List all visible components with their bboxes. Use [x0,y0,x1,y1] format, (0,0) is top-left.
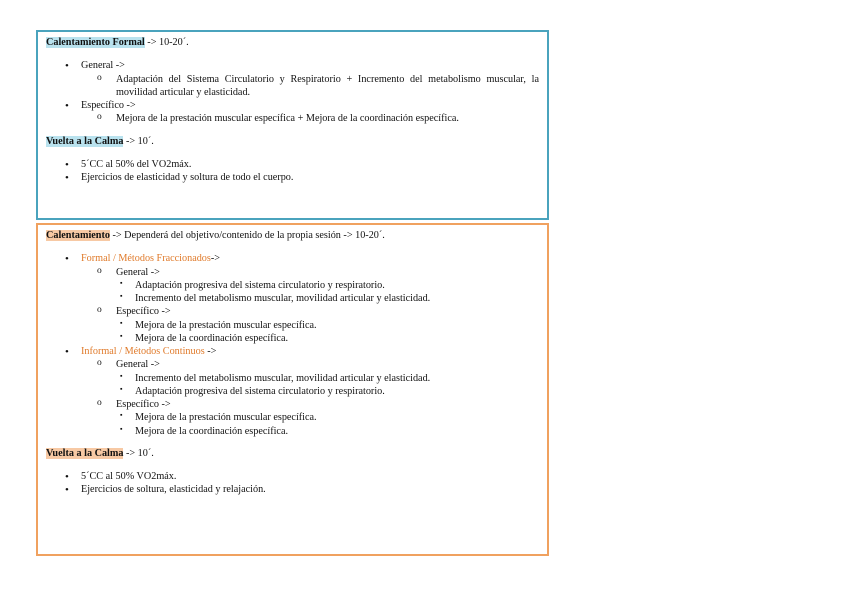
bullet-icon: • [65,100,69,112]
list-item-label: Mejora de la coordinación específica. [135,332,289,344]
list-item [46,345,541,358]
list-item [46,112,541,125]
circle-bullet-icon: o [97,112,102,123]
heading-duration: -> Dependerá del objetivo/contenido de la propia sesión -> 10-20´. [109,230,385,241]
list-item [46,470,541,483]
list-item [46,319,541,332]
list-item-label: Específico -> [116,306,171,318]
bullet-icon: • [65,172,69,184]
list-item-label: Adaptación progresiva del sistema circulatorio y respiratorio. [135,279,385,291]
list-item-label: 5´CC al 50% del VO2máx. [81,158,192,170]
list-item [46,99,541,112]
cooldown-list [46,470,541,497]
list-item-label: General -> [116,359,160,371]
list-item-label: Adaptación progresiva del sistema circulatorio y respiratorio. [135,385,385,397]
list-item-label: General -> [116,266,160,278]
warmup-list [46,59,541,125]
circle-bullet-icon: o [97,265,102,276]
list-item-label: Mejora de la coordinación específica. [135,425,289,437]
circle-bullet-icon: o [97,398,102,408]
square-bullet-icon: ▪ [120,278,123,287]
bullet-icon: • [65,484,69,497]
bullet-icon: • [65,253,69,266]
bullet-icon: • [65,60,69,73]
square-bullet-icon: ▪ [120,318,123,327]
circle-bullet-icon: o [97,72,102,83]
list-item-label: Mejora de la prestación muscular específica. [135,319,317,331]
circle-bullet-icon: o [97,358,102,369]
square-bullet-icon: ▪ [120,331,123,340]
list-item-label: Específico -> [116,399,171,410]
list-item-label: Específico -> [81,100,136,111]
list-item [46,266,541,279]
heading-highlight: Calentamiento [46,230,110,241]
heading-duration: -> 10´. [123,447,154,459]
heading-highlight: Calentamiento Formal [46,37,145,48]
square-bullet-icon: ▪ [120,384,123,393]
list-item [46,59,541,72]
list-item-label: General -> [81,60,125,72]
list-item [46,252,541,265]
list-item [46,332,541,345]
square-bullet-icon: ▪ [120,371,123,380]
heading-duration: -> 10´. [123,135,154,147]
square-bullet-icon: ▪ [120,424,123,433]
square-bullet-icon: ▪ [120,292,123,300]
heading-highlight: Vuelta a la Calma [46,447,124,459]
list-item-label: Adaptación del Sistema Circulatorio y Respiratorio + Incremento del metabolismo muscular, la movilidad articular y elasticidad. [116,73,539,98]
section-heading [46,447,541,460]
list-item [46,385,541,398]
list-item-label: Mejora de la prestación muscular específica + Mejora de la coordinación específica. [116,113,459,125]
section-heading [46,36,541,49]
list-item [46,483,541,496]
list-item-label: Mejora de la prestación muscular específica. [135,412,317,424]
list-item [46,358,541,371]
methods-list [46,252,541,438]
list-item-label: Ejercicios de elasticidad y soltura de todo el cuerpo. [81,172,294,183]
list-item-label: Incremento del metabolismo muscular, movilidad articular y elasticidad. [135,293,431,304]
method-label: Informal / Métodos Continuos [81,346,205,357]
cooldown-list [46,158,541,185]
method-label: Formal / Métodos Fraccionados [81,253,211,265]
list-item-label: Ejercicios de soltura, elasticidad y relajación. [81,484,266,496]
list-item [46,411,541,424]
list-item [46,372,541,385]
list-item [46,398,541,411]
bullet-icon: • [65,158,69,171]
list-item [46,158,541,171]
formal-warmup-box [36,30,549,220]
list-item [46,292,541,305]
section-heading [46,135,541,148]
arrow-text: -> [210,253,221,265]
list-item [46,73,541,100]
bullet-icon: • [65,471,69,483]
list-item [46,171,541,184]
square-bullet-icon: ▪ [120,411,123,420]
list-item [46,425,541,438]
warmup-methods-box [36,223,549,556]
list-item-label: 5´CC al 50% VO2máx. [81,471,177,482]
bullet-icon: • [65,346,69,358]
list-item-label: Incremento del metabolismo muscular, movilidad articular y elasticidad. [135,372,431,384]
list-item [46,305,541,318]
list-item [46,279,541,292]
heading-highlight: Vuelta a la Calma [46,135,124,147]
arrow-text: -> [204,346,217,357]
section-heading [46,229,541,242]
circle-bullet-icon: o [97,305,102,316]
heading-duration: -> 10-20´. [144,37,189,48]
